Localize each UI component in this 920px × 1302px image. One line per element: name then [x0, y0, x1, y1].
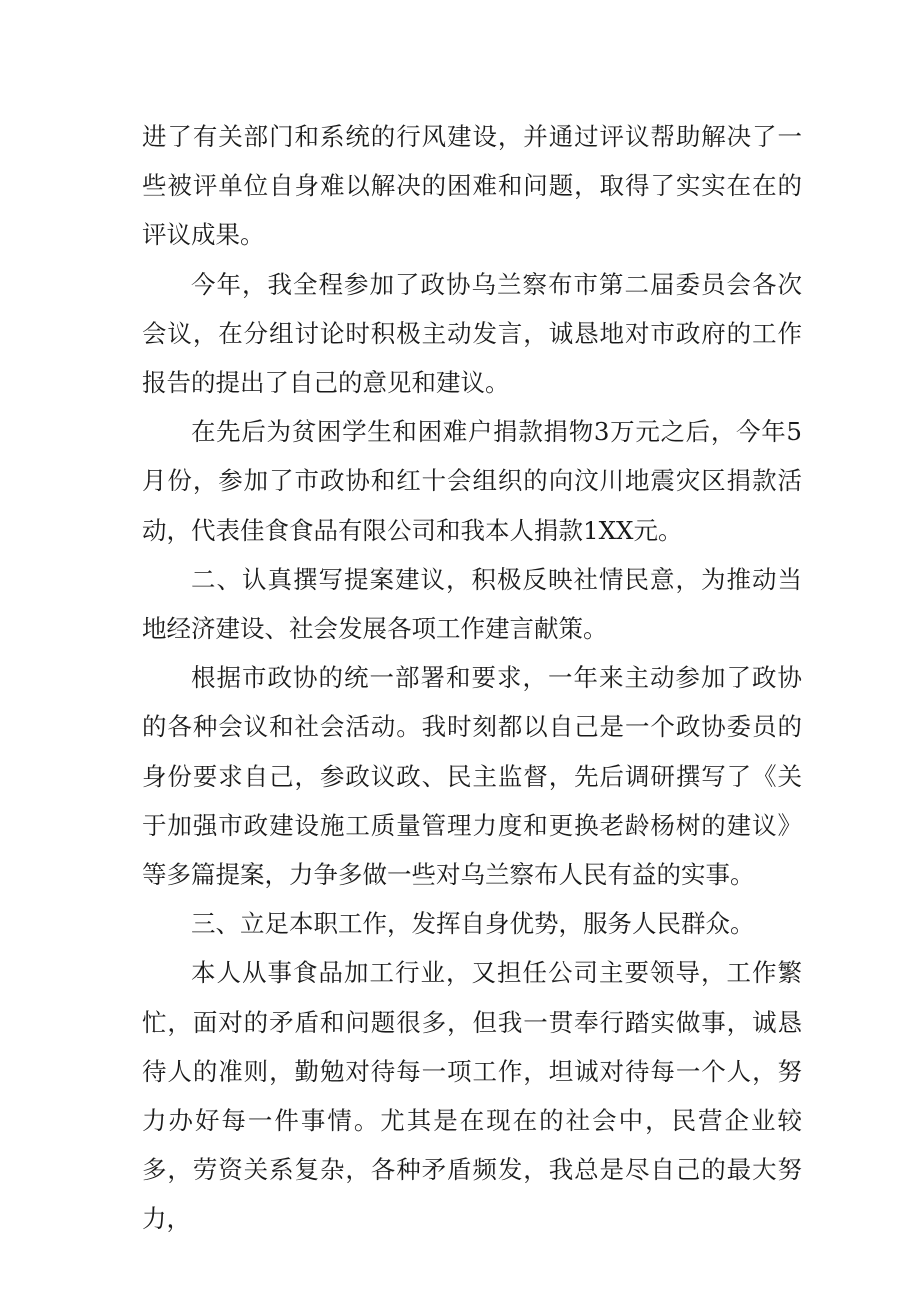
section-heading-3: 三、立足本职工作，发挥自身优势，服务人民群众。	[191, 909, 755, 939]
paragraph-5: 根据市政协的统一部署和要求，一年来主动参加了政协的各种会议和社会活动。我时刻都以自己是一个政协委员的身份要求自己，参政议政、民主监督，先后调研撰写了《关于加强市政建设施工质量管理力度和更换老龄杨树的建议》等多篇提案，力争多做一些对乌兰察布人民有益的实事。	[142, 663, 802, 890]
paragraph-2: 今年，我全程参加了政协乌兰察布市第二届委员会各次会议，在分组讨论时积极主动发言，诚恳地对市政府的工作报告的提出了自己的意见和建议。	[142, 269, 802, 398]
document-body	[142, 112, 802, 1244]
paragraph-3: 在先后为贫困学生和困难户捐款捐物3万元之后，今年5月份，参加了市政协和红十会组织的向汶川地震灾区捐款活动，代表佳食食品有限公司和我本人捐款1XX元。	[142, 417, 802, 545]
paragraph-7: 本人从事食品加工行业，又担任公司主要领导，工作繁忙，面对的矛盾和问题很多，但我一贯奉行踏实做事，诚恳待人的准则，勤勉对待每一项工作，坦诚对待每一个人，努力办好每一件事情。尤其是在现在的社会中，民营企业较多，劳资关系复杂，各种矛盾频发，我总是尽自己的最大努力，	[142, 958, 802, 1234]
section-heading-2: 二、认真撰写提案建议，积极反映社情民意，为推动当地经济建设、社会发展各项工作建言献策。	[142, 564, 802, 644]
paragraph-1: 进了有关部门和系统的行风建设，并通过评议帮助解决了一些被评单位自身难以解决的困难和问题，取得了实实在在的评议成果。	[142, 122, 802, 250]
